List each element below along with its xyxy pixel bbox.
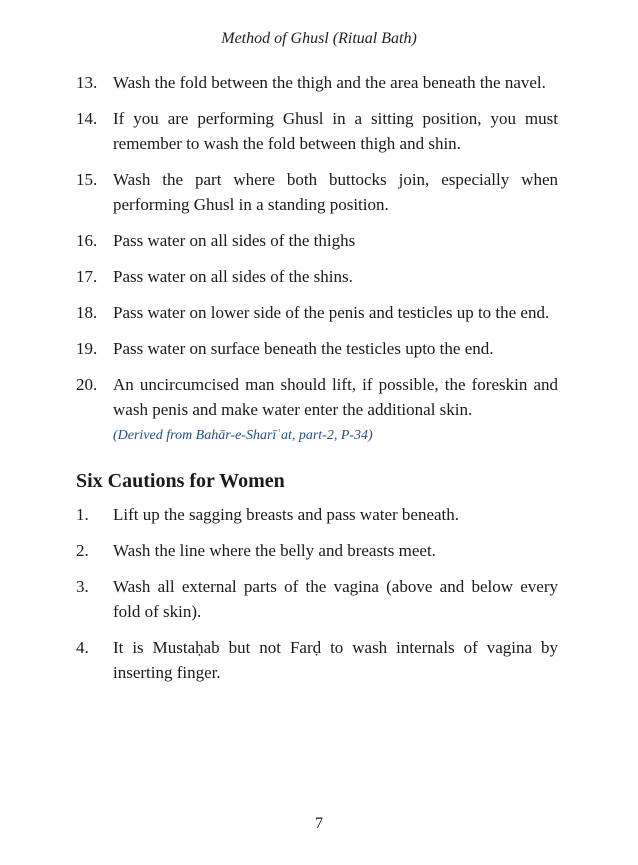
item-number: 1. xyxy=(76,505,89,524)
item-text: Wash the part where both buttocks join, especially when performing Ghusl in a standing position. xyxy=(113,170,558,214)
list-item xyxy=(76,372,558,448)
list-item xyxy=(76,574,558,624)
page-number: 7 xyxy=(315,815,323,832)
running-head: Method of Ghusl (Ritual Bath) xyxy=(221,30,417,47)
citation: (Derived from Bahār-e-Sharīʿat, part-2, P-34) xyxy=(113,428,373,443)
page-content xyxy=(76,70,558,685)
item-number: 20. xyxy=(76,375,98,394)
list-item xyxy=(76,635,558,685)
item-text: Pass water on all sides of the thighs xyxy=(113,231,356,250)
item-number: 13. xyxy=(76,73,98,92)
item-text: An uncircumcised man should lift, if possible, the foreskin and wash penis and make water enter the additional skin. xyxy=(113,375,558,419)
item-text: If you are performing Ghusl in a sitting position, you must remember to wash the fold between thigh and shin. xyxy=(113,109,558,153)
item-text-with-citation xyxy=(113,372,558,448)
list-item xyxy=(76,538,558,563)
item-number: 19. xyxy=(76,339,98,358)
list-item xyxy=(76,264,558,289)
item-text: Pass water on lower side of the penis and testicles up to the end. xyxy=(113,303,550,322)
item-number: 3. xyxy=(76,577,89,596)
list-item xyxy=(76,70,558,95)
item-text: Wash the line where the belly and breasts meet. xyxy=(113,541,436,560)
item-text: Wash the fold between the thigh and the area beneath the navel. xyxy=(113,73,546,92)
item-number: 18. xyxy=(76,303,98,322)
item-text: Lift up the sagging breasts and pass water beneath. xyxy=(113,505,460,524)
item-number: 2. xyxy=(76,541,89,560)
section-heading: Six Cautions for Women xyxy=(76,470,285,492)
list-item xyxy=(76,228,558,253)
list-item xyxy=(76,300,558,325)
item-text: Pass water on surface beneath the testicles upto the end. xyxy=(113,339,494,358)
item-number: 4. xyxy=(76,638,89,657)
list-item xyxy=(76,502,558,527)
item-number: 17. xyxy=(76,267,98,286)
list-item xyxy=(76,106,558,156)
item-number: 14. xyxy=(76,109,98,128)
item-text: Pass water on all sides of the shins. xyxy=(113,267,353,286)
item-text: It is Mustaḥab but not Farḍ to wash internals of vagina by inserting finger. xyxy=(113,638,558,682)
list-item xyxy=(76,336,558,361)
item-number: 16. xyxy=(76,231,98,250)
list-item xyxy=(76,167,558,217)
item-text: Wash all external parts of the vagina (above and below every fold of skin). xyxy=(113,577,558,621)
item-number: 15. xyxy=(76,170,98,189)
